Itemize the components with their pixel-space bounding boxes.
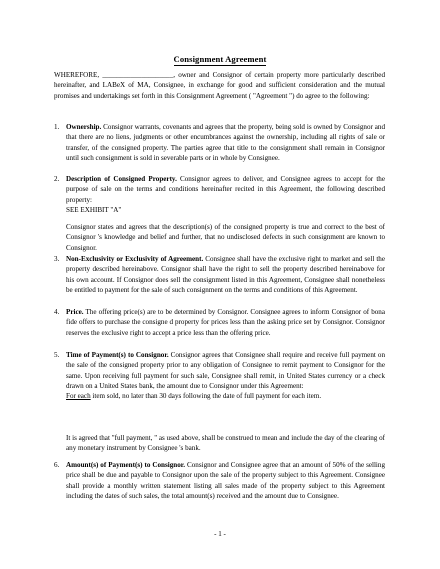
full-payment-definition: It is agreed that "full payment, " as used above, shall be construed to mean and include the day of the clearing of any monetary instrument by Consignee 's bank. bbox=[66, 434, 385, 453]
description-statement: Consignor states and agrees that the description(s) of the consigned property is true and correct to the best of Consignor 's knowledge and belief and further, that no undisclosed defects in such consignment are known to Consignor. bbox=[66, 223, 385, 252]
clause-number: 4. bbox=[54, 308, 60, 316]
clause-text: Consignor warrants, covenants and agrees that the property, being sold is owned by Consignor and that there are no liens, judgments or other encumbrances against the ownership, including all rights of sale or transfer, of the consigned property. The parties agree that title to the consignment shall remain in Consignor until such consignment is sold in severable parts or in whole by Consignee. bbox=[66, 123, 385, 162]
exhibit-reference: SEE EXHIBIT "A" bbox=[66, 205, 122, 214]
clause-number: 6. bbox=[54, 461, 60, 469]
clause-text: Consignor agrees to deliver, and Consignee agrees to accept for the purpose of sale on the terms and conditions hereinafter recited in this Agreement, the following described property: bbox=[66, 175, 385, 204]
clause-number: 5. bbox=[54, 351, 60, 359]
intro-paragraph: WHEREFORE, ____________________, owner and Consignor of certain property more particularly described hereinafter, and LABeX of MA, Consignee, in exchange for good and sufficient consideration and the mutual promises and undertakings set forth in this Consignment Agreement ( "Agreement ") do agree to the following: bbox=[54, 71, 385, 100]
clause-exclusivity bbox=[54, 254, 385, 295]
clause-heading: Time of Payment(s) to Consignor. bbox=[66, 351, 169, 359]
clause-time-of-payment bbox=[54, 350, 385, 401]
title-text: Consignment Agreement bbox=[173, 54, 267, 64]
payment-terms-text: item sold, no later than 30 days following the date of full payment for each item. bbox=[90, 392, 322, 401]
clause-price bbox=[54, 307, 385, 338]
document-title bbox=[0, 54, 440, 64]
clause-text: Consignee shall have the exclusive right to market and sell the property described hereinabove. Consignor shall have the right to sell the property described hereinabove for his own account. If Consignor does sell the consignment listed in this Agreement, Consignee shall nonetheless be entitled to payment for the sale of such consignment on the terms and conditions of this Agreement. bbox=[66, 255, 385, 294]
clause-number: 1. bbox=[54, 123, 60, 131]
clause-text: The offering price(s) are to be determined by Consignor. Consignee agrees to inform Consignor of bona fide offers to purchase the consigne d property for prices less than the asking price set by Consignor. Consignor reserves the exclusive right to accept a price less than the offering price. bbox=[66, 308, 385, 337]
clause-heading: Amount(s) of Payment(s) to Consignor. bbox=[66, 461, 186, 469]
clause-heading: Non-Exclusivity or Exclusivity of Agreement. bbox=[66, 255, 204, 263]
clause-text: Consignor and Consignee agree that an amount of 50% of the selling price shall be due and payable to Consignor upon the sale of the property subject to this Agreement. Consignee shall provide a monthly written statement listing all sales made of the property subject to this Agreement including the dates of such sales, the total amount(s) received and the amount due to Consignee. bbox=[66, 461, 385, 500]
clause-number: 2. bbox=[54, 175, 60, 183]
clause-ownership bbox=[54, 122, 385, 163]
clause-number: 3. bbox=[54, 255, 60, 263]
clause-heading: Ownership. bbox=[66, 123, 102, 131]
clause-heading: Price. bbox=[66, 308, 84, 316]
clause-description bbox=[54, 174, 385, 215]
page-number: - 1 - bbox=[214, 530, 226, 538]
payment-terms bbox=[66, 391, 385, 401]
payment-terms-underlined: For each bbox=[66, 392, 91, 401]
clause-heading: Description of Consigned Property. bbox=[66, 175, 177, 183]
clause-text: Consignor agrees that Consignee shall require and receive full payment on the sale of the consigned property prior to any obligation of Consignee to remit payment to Consignor for the same. Upon receiving full payment for such sale, Consignee shall remit, in United States currency or a check drawn on a United States bank, the amount due to Consignor under this Agreement: bbox=[66, 351, 385, 390]
clause-amount-of-payment bbox=[54, 460, 385, 501]
